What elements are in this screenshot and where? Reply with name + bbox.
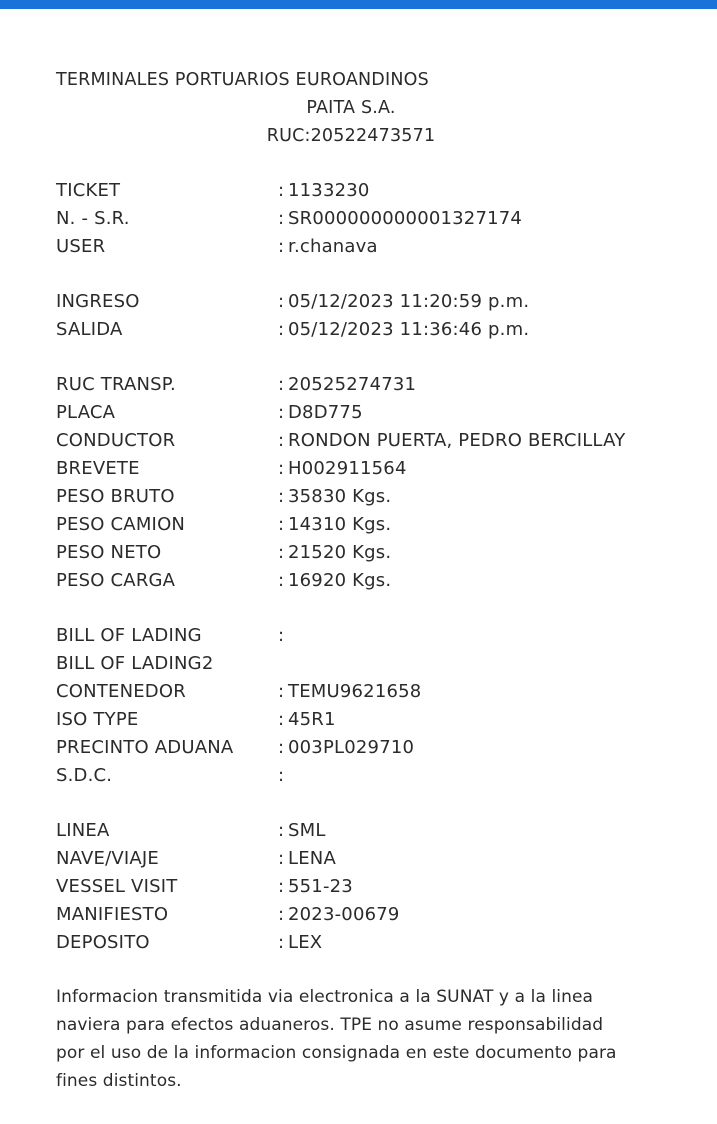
field-separator: : [278, 208, 285, 229]
field-separator: : [278, 932, 285, 953]
field-separator: : [278, 681, 285, 702]
field-label: RUC TRANSP. [56, 374, 176, 395]
field-label: USER [56, 236, 106, 257]
field-value: 21520 Kgs. [288, 542, 392, 563]
field-value: 003PL029710 [288, 737, 415, 758]
field-value: LEX [288, 932, 323, 953]
field-separator: : [278, 458, 285, 479]
field-row [56, 427, 717, 455]
field-row [56, 901, 717, 929]
field-row [56, 177, 717, 205]
field-value: 2023-00679 [288, 904, 400, 925]
field-row [56, 762, 717, 790]
field-label: VESSEL VISIT [56, 876, 178, 897]
field-label: CONDUCTOR [56, 430, 176, 451]
field-row [56, 483, 717, 511]
field-separator [278, 650, 288, 678]
field-row [56, 929, 717, 957]
field-row [56, 845, 717, 873]
field-label: BREVETE [56, 458, 140, 479]
field-row [56, 678, 717, 706]
field-label: BILL OF LADING [56, 625, 202, 646]
field-label: PESO CAMION [56, 514, 186, 535]
field-label: DEPOSITO [56, 932, 150, 953]
weighing-ticket [56, 66, 717, 1095]
field-row [56, 511, 717, 539]
field-separator: : [278, 402, 285, 423]
field-separator: : [278, 236, 285, 257]
field-separator: : [278, 180, 285, 201]
field-row [56, 399, 717, 427]
field-row [56, 567, 717, 595]
company-ruc: RUC:20522473571 [266, 126, 436, 146]
top-accent-bar [0, 0, 717, 9]
field-separator: : [278, 904, 285, 925]
field-label: BILL OF LADING2 [56, 653, 214, 674]
field-separator: : [278, 625, 285, 646]
field-row [56, 873, 717, 901]
field-row [56, 650, 717, 678]
field-value: 16920 Kgs. [288, 570, 392, 591]
field-row [56, 539, 717, 567]
field-row [56, 734, 717, 762]
field-value: D8D775 [288, 402, 363, 423]
field-separator: : [278, 709, 285, 730]
field-label: SALIDA [56, 319, 123, 340]
legal-notice: Informacion transmitida via electronica a la SUNAT y a la linea naviera para efectos aduaneros. TPE no asume responsabilidad por el uso de la informacion consignada en este documento para fines distintos. [56, 987, 617, 1091]
field-value: 1133230 [288, 180, 370, 201]
field-row [56, 316, 717, 344]
field-label: INGRESO [56, 291, 140, 312]
field-value: TEMU9621658 [288, 681, 422, 702]
field-separator: : [278, 291, 285, 312]
field-label: MANIFIESTO [56, 904, 169, 925]
field-value: H002911564 [288, 458, 407, 479]
field-separator: : [278, 542, 285, 563]
field-label: S.D.C. [56, 765, 113, 786]
field-separator: : [278, 514, 285, 535]
section-transport [56, 371, 717, 595]
company-name-line2: PAITA S.A. [306, 98, 396, 118]
field-row [56, 233, 717, 261]
field-value [288, 762, 717, 790]
field-label: PLACA [56, 402, 116, 423]
field-label: CONTENEDOR [56, 681, 186, 702]
field-separator: : [278, 319, 285, 340]
field-label: N. - S.R. [56, 208, 130, 229]
field-value: LENA [288, 848, 336, 869]
field-row [56, 288, 717, 316]
field-label: NAVE/VIAJE [56, 848, 159, 869]
field-separator: : [278, 570, 285, 591]
field-separator: : [278, 737, 285, 758]
field-value: 45R1 [288, 709, 336, 730]
field-value: 20525274731 [288, 374, 417, 395]
field-row [56, 817, 717, 845]
field-separator: : [278, 848, 285, 869]
field-row [56, 622, 717, 650]
field-label: PESO BRUTO [56, 486, 175, 507]
field-separator: : [278, 430, 285, 451]
field-label: PESO NETO [56, 542, 162, 563]
field-separator: : [278, 876, 285, 897]
field-label: LINEA [56, 820, 110, 841]
field-label: TICKET [56, 180, 121, 201]
section-vessel [56, 817, 717, 957]
field-value: 14310 Kgs. [288, 514, 392, 535]
field-value: 05/12/2023 11:36:46 p.m. [288, 319, 530, 340]
field-value: 35830 Kgs. [288, 486, 392, 507]
field-value: SR000000000001327174 [288, 208, 523, 229]
field-value: SML [288, 820, 326, 841]
field-label: ISO TYPE [56, 709, 139, 730]
field-row [56, 706, 717, 734]
section-ticket-info [56, 177, 717, 261]
field-label: PRECINTO ADUANA [56, 737, 234, 758]
field-value: 551-23 [288, 876, 353, 897]
field-row [56, 205, 717, 233]
field-value [288, 622, 717, 650]
field-row [56, 455, 717, 483]
field-value [288, 650, 717, 678]
section-times [56, 288, 717, 344]
field-row [56, 371, 717, 399]
field-value: r.chanava [288, 236, 378, 257]
field-value: RONDON PUERTA, PEDRO BERCILLAY [288, 430, 626, 451]
field-value: 05/12/2023 11:20:59 p.m. [288, 291, 530, 312]
field-separator: : [278, 765, 285, 786]
field-separator: : [278, 820, 285, 841]
company-name: TERMINALES PORTUARIOS EUROANDINOS [56, 70, 429, 90]
field-separator: : [278, 486, 285, 507]
field-label: PESO CARGA [56, 570, 176, 591]
field-separator: : [278, 374, 285, 395]
section-cargo [56, 622, 717, 790]
